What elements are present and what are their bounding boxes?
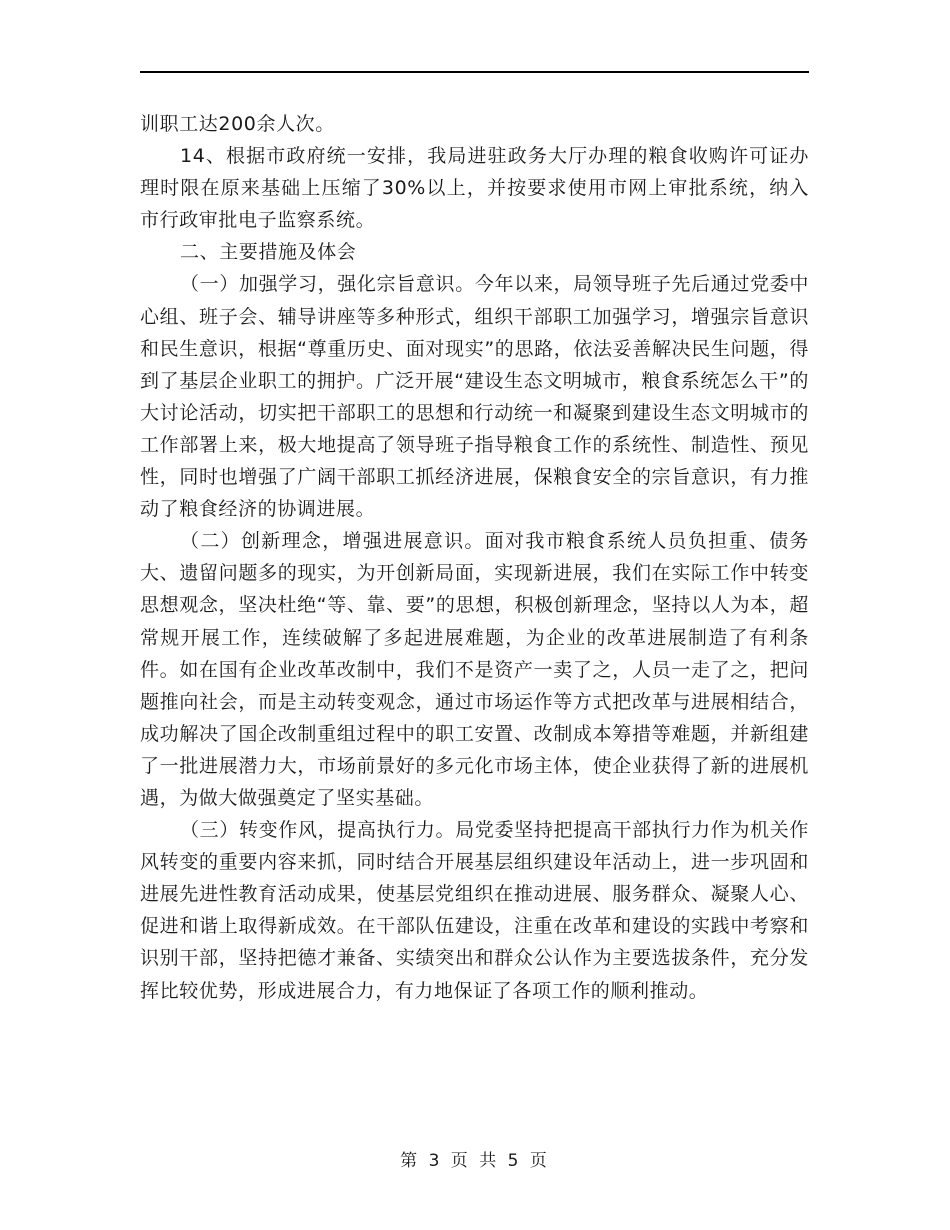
paragraph-1: 训职工达200余人次。 [140, 113, 335, 135]
paragraph-2: 14、根据市政府统一安排，我局进驻政务大厅办理的粮食收购许可证办理时限在原来基础上压缩了30%以上，并按要求使用市网上审批系统，纳入市行政审批电子监察系统。 [140, 145, 809, 232]
section-heading: 二、主要措施及体会 [180, 241, 357, 264]
body-text [140, 108, 809, 1007]
paragraph-3: （一）加强学习，强化宗旨意识。今年以来，局领导班子先后通过党委中心组、班子会、辅导讲座等多种形式，组织干部职工加强学习，增强宗旨意识和民生意识，根据“尊重历史、面对现实”的思路，依法妥善解决民生问题，得到了基层企业职工的拥护。广泛开展“建设生态文明城市，粮食系统怎么干”的大讨论活动，切实把干部职工的思想和行动统一和凝聚到建设生态文明城市的工作部署上来，极大地提高了领导班子指导粮食工作的系统性、制造性、预见性，同时也增强了广阔干部职工抓经济进展，保粮食安全的宗旨意识，有力推动了粮食经济的协调进展。 [140, 273, 809, 521]
page-footer: 第 3 页 共 5 页 [400, 1151, 550, 1171]
paragraph-4: （二）创新理念，增强进展意识。面对我市粮食系统人员负担重、债务大、遗留问题多的现实，为开创新局面，实现新进展，我们在实际工作中转变思想观念，坚决杜绝“等、靠、要”的思想，积极创新理念，坚持以人为本，超常规开展工作，连续破解了多起进展难题，为企业的改革进展制造了有利条件。如在国有企业改革改制中，我们不是资产一卖了之，人员一走了之，把问题推向社会，而是主动转变观念，通过市场运作等方式把改革与进展相结合，成功解决了国企改制重组过程中的职工安置、改制成本筹措等难题，并新组建了一批进展潜力大，市场前景好的多元化市场主体，使企业获得了新的进展机遇，为做大做强奠定了坚实基础。 [140, 530, 809, 809]
paragraph-5: （三）转变作风，提高执行力。局党委坚持把提高干部执行力作为机关作风转变的重要内容来抓，同时结合开展基层组织建设年活动上，进一步巩固和进展先进性教育活动成果，使基层党组织在推动进展、服务群众、凝聚人心、促进和谐上取得新成效。在干部队伍建设，注重在改革和建设的实践中考察和识别干部，坚持把德才兼备、实绩突出和群众公认作为主要选拔条件，充分发挥比较优势，形成进展合力，有力地保证了各项工作的顺利推动。 [140, 819, 809, 1002]
header-rule [140, 71, 809, 73]
